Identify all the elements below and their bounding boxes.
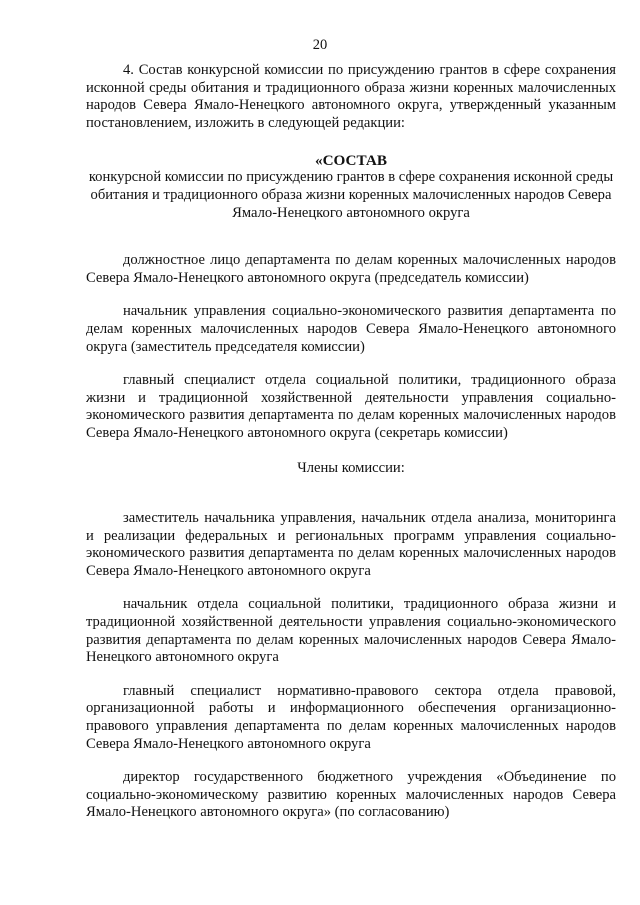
page-number: 20: [312, 37, 328, 53]
composition-title: «СОСТАВ: [315, 152, 387, 170]
member-entry-2: начальник отдела социальной политики, традиционного образа жизни и традиционной хозяйственной деятельности управления социально-экономического развития департамента по делам коренных малочисленных народов Севера Ямало-Ненецкого автономного округа: [86, 596, 616, 666]
secretary-entry: главный специалист отдела социальной политики, традиционного образа жизни и традиционной хозяйственной деятельности управления социально-экономического развития департамента по делам коренных малочисленных народов Севера Ямало-Ненецкого автономного округа (секретарь комиссии): [86, 372, 616, 441]
intro-paragraph: 4. Состав конкурсной комиссии по присуждению грантов в сфере сохранения исконной среды обитания и традиционного образа жизни коренных малочисленных народов Севера Ямало-Ненецкого автономного округа, утвержденный указанным постановлением, изложить в следующей редакции:: [86, 62, 616, 131]
deputy-chairman-entry: начальник управления социально-экономического развития департамента по делам коренных малочисленных народов Севера Ямало-Ненецкого автономного округа (заместитель председателя комиссии): [86, 303, 616, 355]
member-entry-3: главный специалист нормативно-правового сектора отдела правовой, организационной работы и информационного обеспечения организационно-правового управления департамента по делам коренных малочисленных народов Севера Ямало-Ненецкого автономного округа: [86, 682, 616, 752]
member-entry-4: директор государственного бюджетного учреждения «Объединение по социально-экономическому развитию коренных малочисленных народов Севера Ямало-Ненецкого автономного округа» (по согласованию): [86, 769, 616, 821]
member-entry-1: заместитель начальника управления, начальник отдела анализа, мониторинга и реализации федеральных и региональных программ управления социально-экономического развития департамента по делам коренных малочисленных народов Севера Ямало-Ненецкого автономного округа: [86, 510, 616, 579]
chairman-entry: должностное лицо департамента по делам коренных малочисленных народов Севера Ямало-Ненецкого автономного округа (председатель комиссии): [86, 252, 616, 286]
composition-subtitle: конкурсной комиссии по присуждению грантов в сфере сохранения исконной среды обитания и традиционного образа жизни коренных малочисленных народов Севера Ямало-Ненецкого автономного округа: [88, 169, 614, 221]
document-body: [86, 62, 616, 822]
members-heading: Члены комиссии:: [297, 459, 405, 476]
